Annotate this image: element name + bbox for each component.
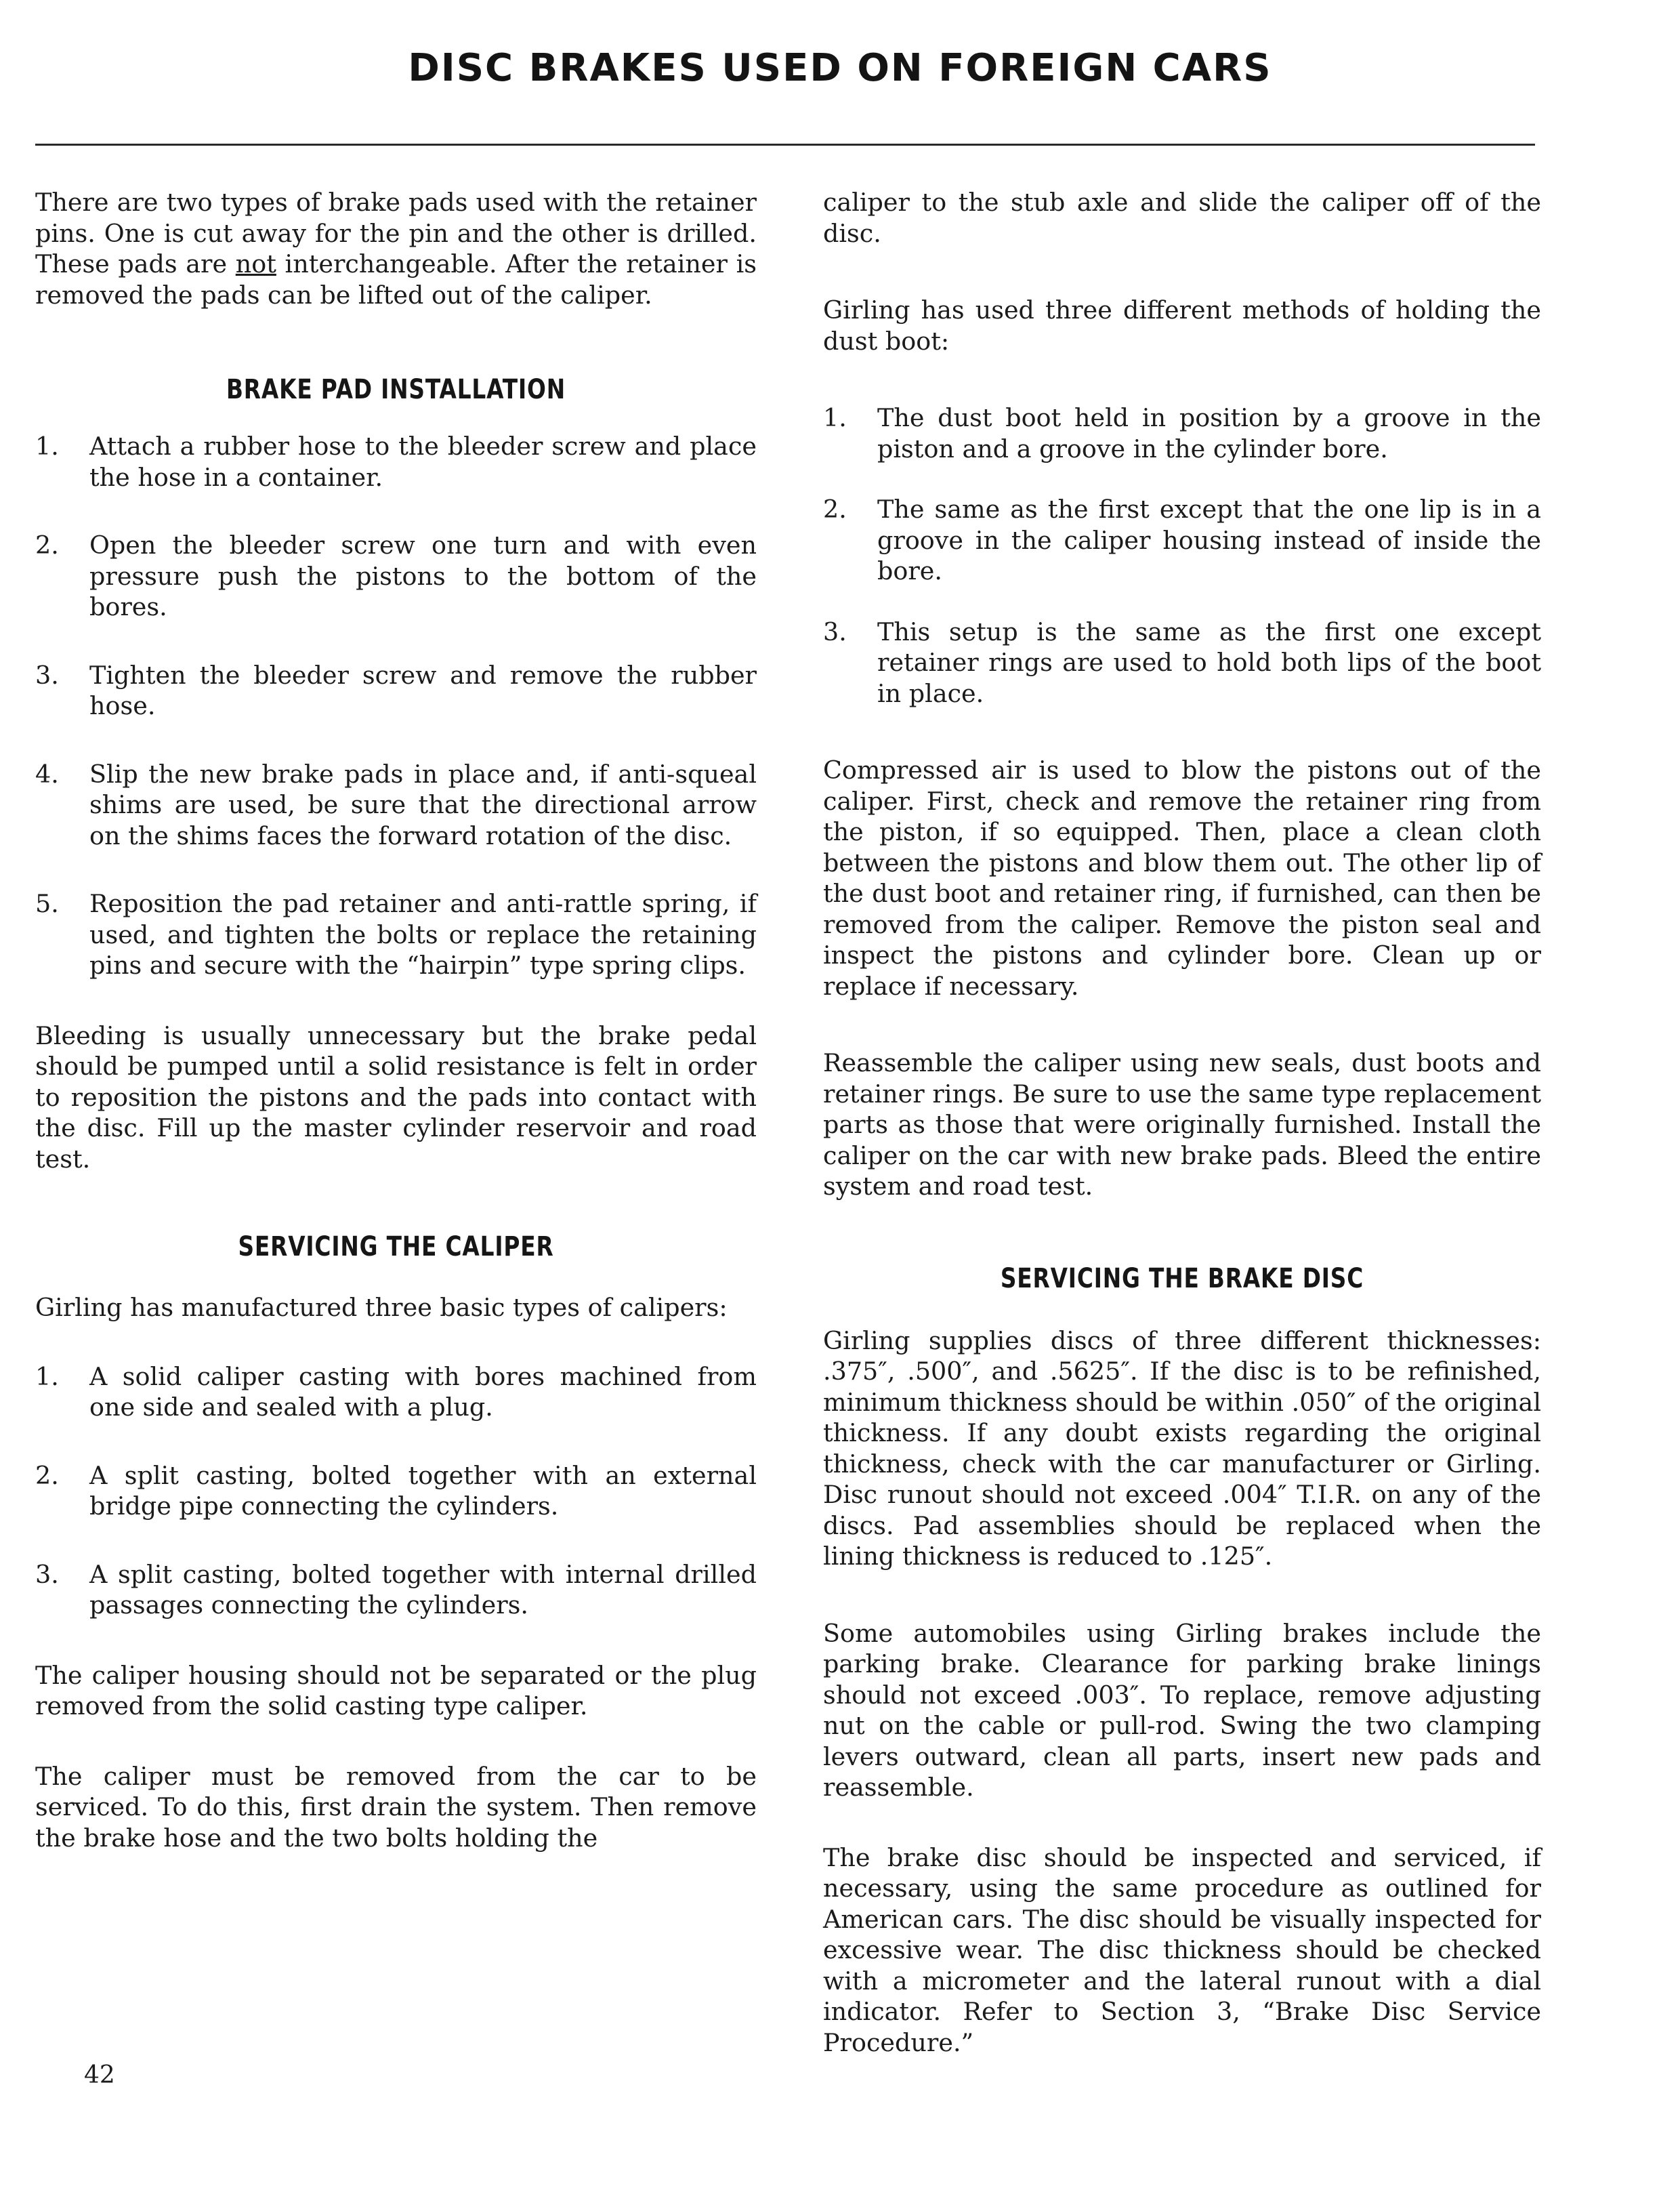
step-text: Open the bleeder screw one turn and with even pressure push the pistons to the bottom of the bores. bbox=[89, 531, 757, 621]
left-column bbox=[35, 187, 757, 1853]
dust-boot-methods bbox=[823, 402, 1541, 709]
item-text: A split casting, bolted together with an external bridge pipe connecting the cylinders. bbox=[89, 1460, 757, 1521]
item-number: 2. bbox=[35, 1460, 59, 1490]
step-number: 1. bbox=[35, 432, 59, 461]
item-text: The same as the first except that the one lip is in a groove in the caliper housing instead of inside the bore. bbox=[877, 495, 1541, 585]
caliper-types-intro: Girling has manufactured three basic types of calipers: bbox=[35, 1293, 728, 1322]
housing-paragraph: The caliper housing should not be separated or the plug removed from the solid casting type caliper. bbox=[35, 1660, 757, 1720]
pad-step bbox=[35, 660, 757, 722]
item-number: 3. bbox=[35, 1559, 59, 1589]
continued-paragraph: caliper to the stub axle and slide the caliper off of the disc. bbox=[823, 188, 1541, 248]
disc-inspection-paragraph: The brake disc should be inspected and serviced, if necessary, using the same procedure as outlined for American cars. The disc should be visually inspected for excessive wear. The disc thickness should be checked with a micrometer and the lateral runout with a dial indicator. Refer to Section 3, “Brake Disc Service Procedure.” bbox=[823, 1842, 1541, 2057]
servicing-brake-disc-heading: SERVICING THE BRAKE DISC bbox=[1000, 1262, 1364, 1294]
caliper-type bbox=[35, 1460, 757, 1522]
step-number: 4. bbox=[35, 759, 59, 789]
intro-underlined-word: not bbox=[235, 249, 276, 278]
step-text: Tighten the bleeder screw and remove the rubber hose. bbox=[89, 660, 757, 720]
caliper-type bbox=[35, 1559, 757, 1621]
item-number: 1. bbox=[823, 403, 847, 432]
boot-method bbox=[823, 617, 1541, 709]
caliper-types-list bbox=[35, 1361, 757, 1621]
step-number: 5. bbox=[35, 889, 59, 918]
disc-thickness-paragraph: Girling supplies discs of three different thicknesses: .375″, .500″, and .5625″. If the disc is to be refinished, minimum thickness should be within .050″ of the original thickness. If any doubt exists regarding the original thickness, check with the car manufacturer or Girling. Disc runout should not exceed .004″ T.I.R. on any of the discs. Pad assemblies should be replaced when the lining thickness is reduced to .125″. bbox=[823, 1325, 1541, 1571]
bleeding-paragraph: Bleeding is usually unnecessary but the brake pedal should be pumped until a solid resistance is felt in order to reposition the pistons and the pads into contact with the disc. Fill up the master cylinder reservoir and road test. bbox=[35, 1020, 757, 1174]
compressed-air-paragraph: Compressed air is used to blow the pistons out of the caliper. First, check and remove the retainer ring from the piston, if so equipped. Then, place a clean cloth between the pistons and blow them out. The other lip of the dust boot and retainer ring, if furnished, can then be removed from the caliper. Remove the piston seal and inspect the pistons and cylinder bore. Clean up or replace if necessary. bbox=[823, 756, 1541, 1001]
boot-method bbox=[823, 402, 1541, 464]
step-text: Slip the new brake pads in place and, if anti-squeal shims are used, be sure that the directional arrow on the shims faces the forward rotation of the disc. bbox=[89, 759, 757, 850]
right-column bbox=[823, 187, 1541, 2058]
page-title: DISC BRAKES USED ON FOREIGN CARS bbox=[408, 46, 1272, 90]
intro-text-b: interchangeable. After the retainer is removed the pads can be lifted out of the caliper. bbox=[35, 249, 757, 310]
item-number: 2. bbox=[823, 495, 847, 524]
reassemble-paragraph: Reassemble the caliper using new seals, dust boots and retainer rings. Be sure to use the same type replacement parts as those that were originally furnished. Install the caliper on the car with new brake pads. Bleed the entire system and road test. bbox=[823, 1048, 1541, 1201]
boot-method bbox=[823, 494, 1541, 587]
title-rule bbox=[35, 144, 1535, 146]
item-number: 3. bbox=[823, 617, 847, 646]
dust-boot-intro: Girling has used three different methods of holding the dust boot: bbox=[823, 295, 1541, 356]
servicing-caliper-heading: SERVICING THE CALIPER bbox=[238, 1231, 554, 1262]
page-number: 42 bbox=[84, 2061, 115, 2089]
item-number: 1. bbox=[35, 1361, 59, 1391]
pad-installation-steps bbox=[35, 431, 757, 981]
pad-step bbox=[35, 759, 757, 852]
pad-step bbox=[35, 530, 757, 623]
item-text: A solid caliper casting with bores machined from one side and sealed with a plug. bbox=[89, 1361, 757, 1422]
removal-paragraph: The caliper must be removed from the car to be serviced. To do this, first drain the system. Then remove the brake hose and the two bolts holding the bbox=[35, 1761, 757, 1853]
parking-brake-paragraph: Some automobiles using Girling brakes include the parking brake. Clearance for parking brake linings should not exceed .003″. To replace, remove adjusting nut on the cable or pull-rod. Swing the two clamping levers outward, clean all parts, insert new pads and reassemble. bbox=[823, 1618, 1541, 1802]
item-text: The dust boot held in position by a groove in the piston and a groove in the cylinder bore. bbox=[877, 403, 1541, 463]
step-text: Reposition the pad retainer and anti-rattle spring, if used, and tighten the bolts or replace the retaining pins and secure with the “hairpin” type spring clips. bbox=[89, 889, 757, 980]
step-number: 3. bbox=[35, 660, 59, 690]
step-number: 2. bbox=[35, 531, 59, 560]
caliper-type bbox=[35, 1361, 757, 1423]
intro-paragraph bbox=[35, 187, 757, 310]
pad-step bbox=[35, 431, 757, 493]
brake-pad-installation-heading: BRAKE PAD INSTALLATION bbox=[226, 374, 566, 405]
intro-text-a: There are two types of brake pads used with the retainer pins. One is cut away for the pin and the other is drilled. These pads are bbox=[35, 188, 757, 278]
pad-step bbox=[35, 888, 757, 981]
item-text: This setup is the same as the first one except retainer rings are used to hold both lips of the boot in place. bbox=[877, 617, 1541, 708]
item-text: A split casting, bolted together with internal drilled passages connecting the cylinders. bbox=[89, 1559, 757, 1619]
step-text: Attach a rubber hose to the bleeder screw and place the hose in a container. bbox=[89, 432, 757, 492]
